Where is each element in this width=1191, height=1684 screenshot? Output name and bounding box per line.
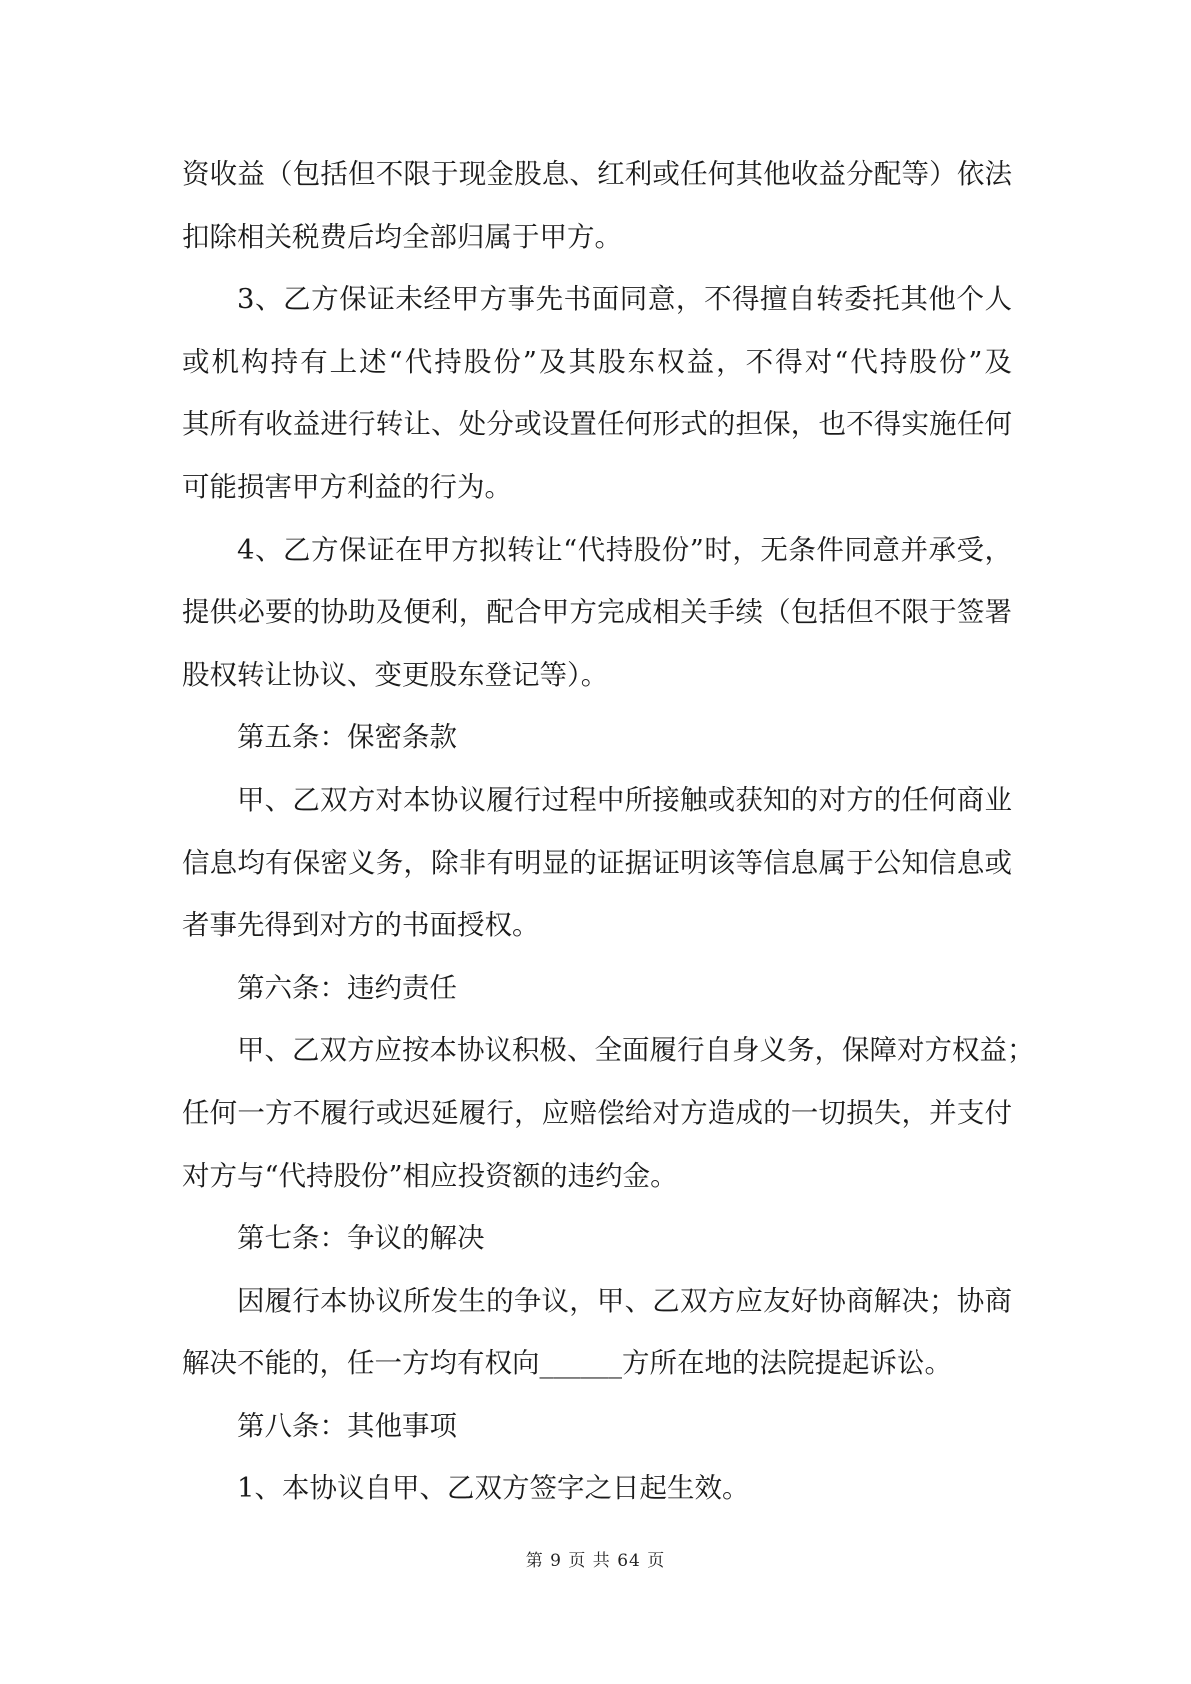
- text-line: 任何一方不履行或迟延履行，应赔偿给对方造成的一切损失，并支付: [182, 1096, 1012, 1129]
- text-line: 信息均有保密义务，除非有明显的证据证明该等信息属于公知信息或: [182, 846, 1012, 879]
- text-line: 甲、乙双方应按本协议积极、全面履行自身义务，保障对方权益；: [237, 1034, 1035, 1067]
- page-number-footer: [0, 1546, 1191, 1571]
- text-line: 提供必要的协助及便利，配合甲方完成相关手续（包括但不限于签署: [182, 596, 1012, 629]
- text-line: 因履行本协议所发生的争议，甲、乙双方应友好协商解决；协商: [237, 1284, 1012, 1317]
- text-line: 第五条：保密条款: [237, 721, 457, 754]
- text-line: 3、乙方保证未经甲方事先书面同意，不得擅自转委托其他个人: [237, 283, 1012, 316]
- text-line: 扣除相关税费后均全部归属于甲方。: [182, 220, 622, 253]
- text-line: 4、乙方保证在甲方拟转让“代持股份”时，无条件同意并承受，: [237, 533, 1012, 566]
- text-line: 第七条：争议的解决: [237, 1222, 485, 1255]
- text-line: 可能损害甲方利益的行为。: [182, 470, 512, 503]
- text-line: 资收益（包括但不限于现金股息、红利或任何其他收益分配等）依法: [182, 158, 1012, 190]
- text-line: 股权转让协议、变更股东登记等）。: [182, 658, 609, 691]
- page-number-text: 第 9 页 共 64 页: [525, 1551, 666, 1571]
- text-line: 其所有收益进行转让、处分或设置任何形式的担保，也不得实施任何: [182, 408, 1012, 441]
- text-line: 对方与“代持股份”相应投资额的违约金。: [182, 1159, 678, 1192]
- text-line: 解决不能的，任一方均有权向______方所在地的法院提起诉讼。: [182, 1347, 952, 1380]
- text-line: 者事先得到对方的书面授权。: [182, 909, 540, 942]
- text-line: 第六条：违约责任: [237, 971, 457, 1004]
- text-line: 第八条：其他事项: [237, 1409, 457, 1442]
- text-line: 1、本协议自甲、乙双方签字之日起生效。: [237, 1472, 750, 1505]
- document-body: [182, 143, 1035, 1520]
- text-line: 或机构持有上述“代持股份”及其股东权益，不得对“代持股份”及: [182, 345, 1012, 378]
- text-line: 甲、乙双方对本协议履行过程中所接触或获知的对方的任何商业: [237, 783, 1012, 816]
